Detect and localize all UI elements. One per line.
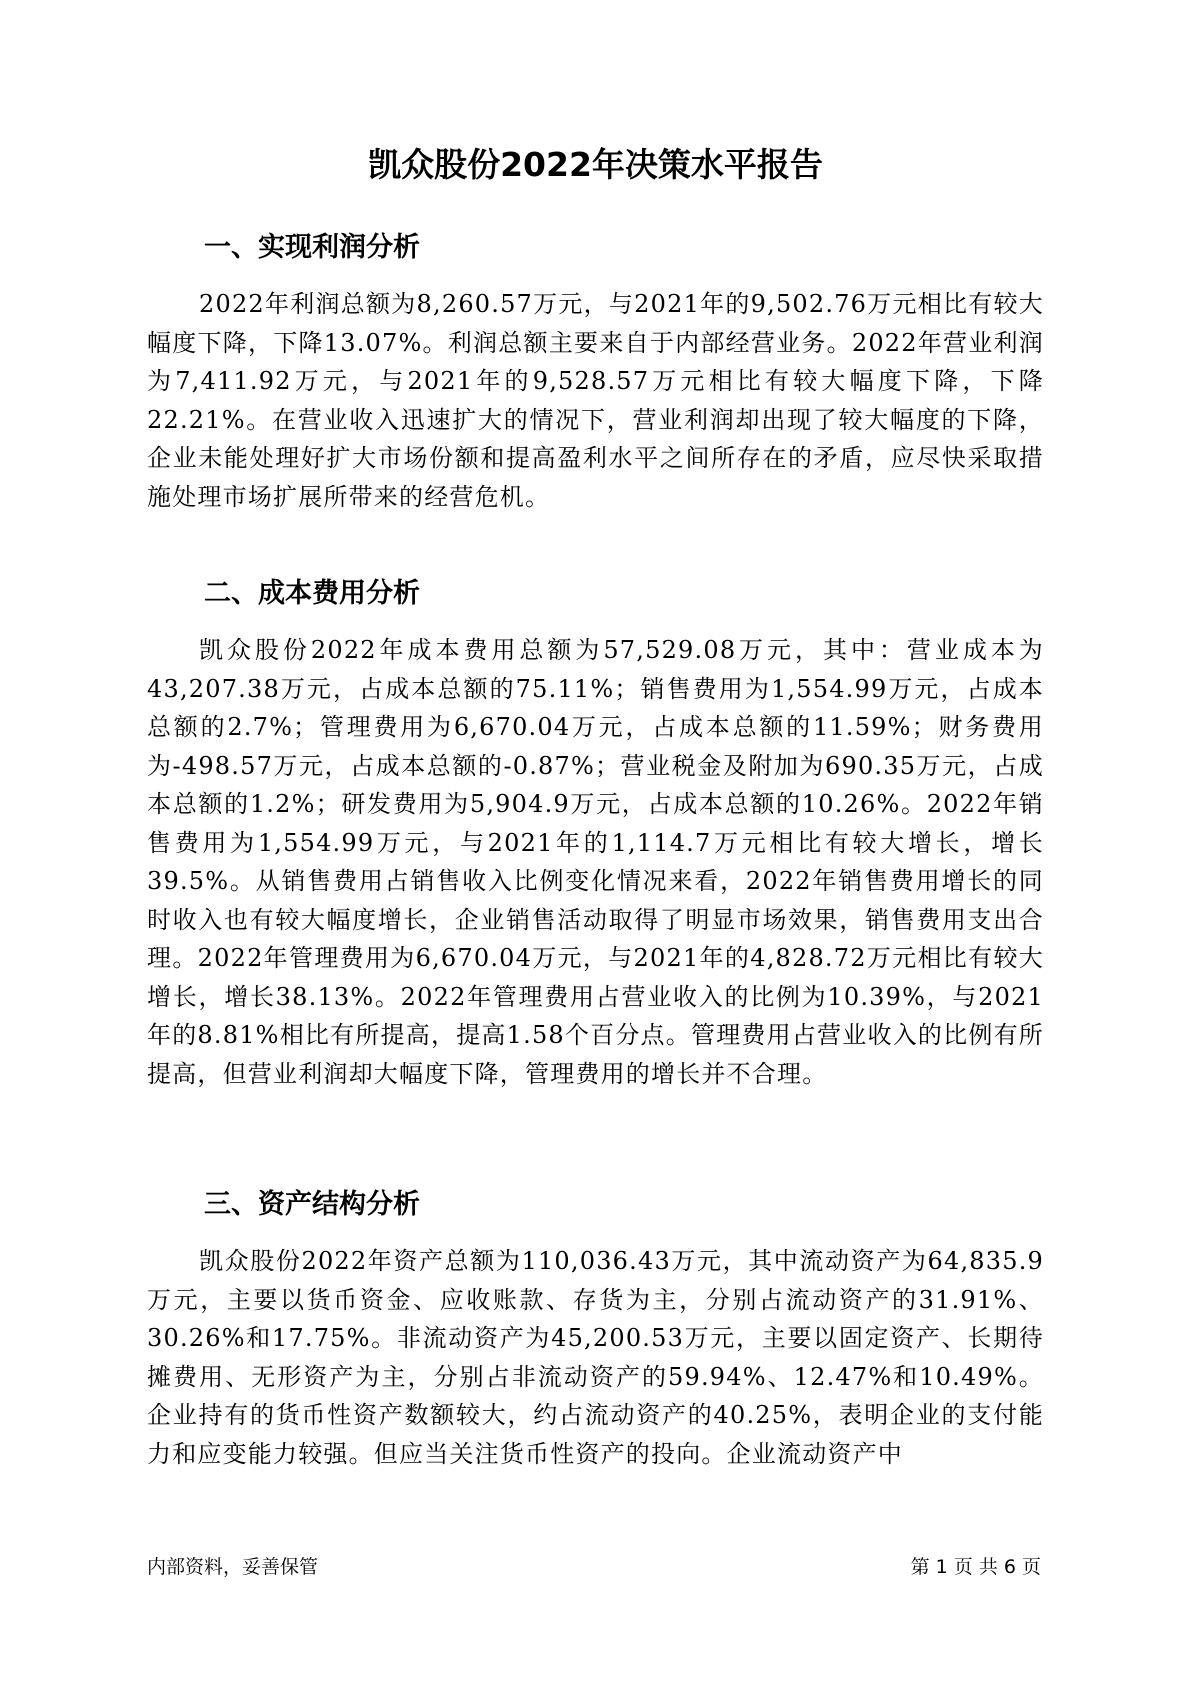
section-heading-cost	[147, 574, 1044, 614]
footer-page-number: 第 1 页 共 6 页	[910, 1556, 1041, 1578]
section-heading: 一、实现利润分析	[204, 232, 420, 263]
section-heading-profit	[147, 228, 1044, 268]
section-heading: 二、成本费用分析	[204, 578, 420, 609]
paragraph: 凯众股份2022年资产总额为110,036.43万元，其中流动资产为64,835.9万元，主要以货币资金、应收账款、存货为主，分别占流动资产的31.91%、30.26%和17.75%。非流动资产为45,200.53万元，主要以固定资产、长期待摊费用、无形资产为主，分别占非流动资产的59.94%、12.47%和10.49%。企业持有的货币性资产数额较大，约占流动资产的40.25%，表明企业的支付能力和应变能力较强。但应当关注货币性资产的投向。企业流动资产中	[147, 1247, 1044, 1468]
section-body-profit	[147, 285, 1044, 516]
section-body-assets	[147, 1242, 1044, 1473]
paragraph: 2022年利润总额为8,260.57万元，与2021年的9,502.76万元相比有较大幅度下降，下降13.07%。利润总额主要来自于内部经营业务。2022年营业利润为7,411.92万元，与2021年的9,528.57万元相比有较大幅度下降，下降22.21%。在营业收入迅速扩大的情况下，营业利润却出现了较大幅度的下降，企业未能处理好扩大市场份额和提高盈利水平之间所存在的矛盾，应尽快采取措施处理市场扩展所带来的经营危机。	[147, 290, 1044, 511]
paragraph: 凯众股份2022年成本费用总额为57,529.08万元，其中：营业成本为43,207.38万元，占成本总额的75.11%；销售费用为1,554.99万元，占成本总额的2.7%；管理费用为6,670.04万元，占成本总额的11.59%；财务费用为-498.57万元，占成本总额的-0.87%；营业税金及附加为690.35万元，占成本总额的1.2%；研发费用为5,904.9万元，占成本总额的10.26%。2022年销售费用为1,554.99万元，与2021年的1,114.7万元相比有较大增长，增长39.5%。从销售费用占销售收入比例变化情况来看，2022年销售费用增长的同时收入也有较大幅度增长，企业销售活动取得了明显市场效果，销售费用支出合理。2022年管理费用为6,670.04万元，与2021年的4,828.72万元相比有较大增长，增长38.13%。2022年管理费用占营业收入的比例为10.39%，与2021年的8.81%相比有所提高，提高1.58个百分点。管理费用占营业收入的比例有所提高，但营业利润却大幅度下降，管理费用的增长并不合理。	[147, 636, 1044, 1088]
section-body-cost	[147, 631, 1044, 1093]
document-title: 凯众股份2022年决策水平报告	[368, 145, 823, 184]
footer-confidential-note: 内部资料，妥善保管	[147, 1556, 319, 1578]
section-heading: 三、资产结构分析	[204, 1189, 420, 1220]
section-heading-assets	[147, 1185, 1044, 1225]
